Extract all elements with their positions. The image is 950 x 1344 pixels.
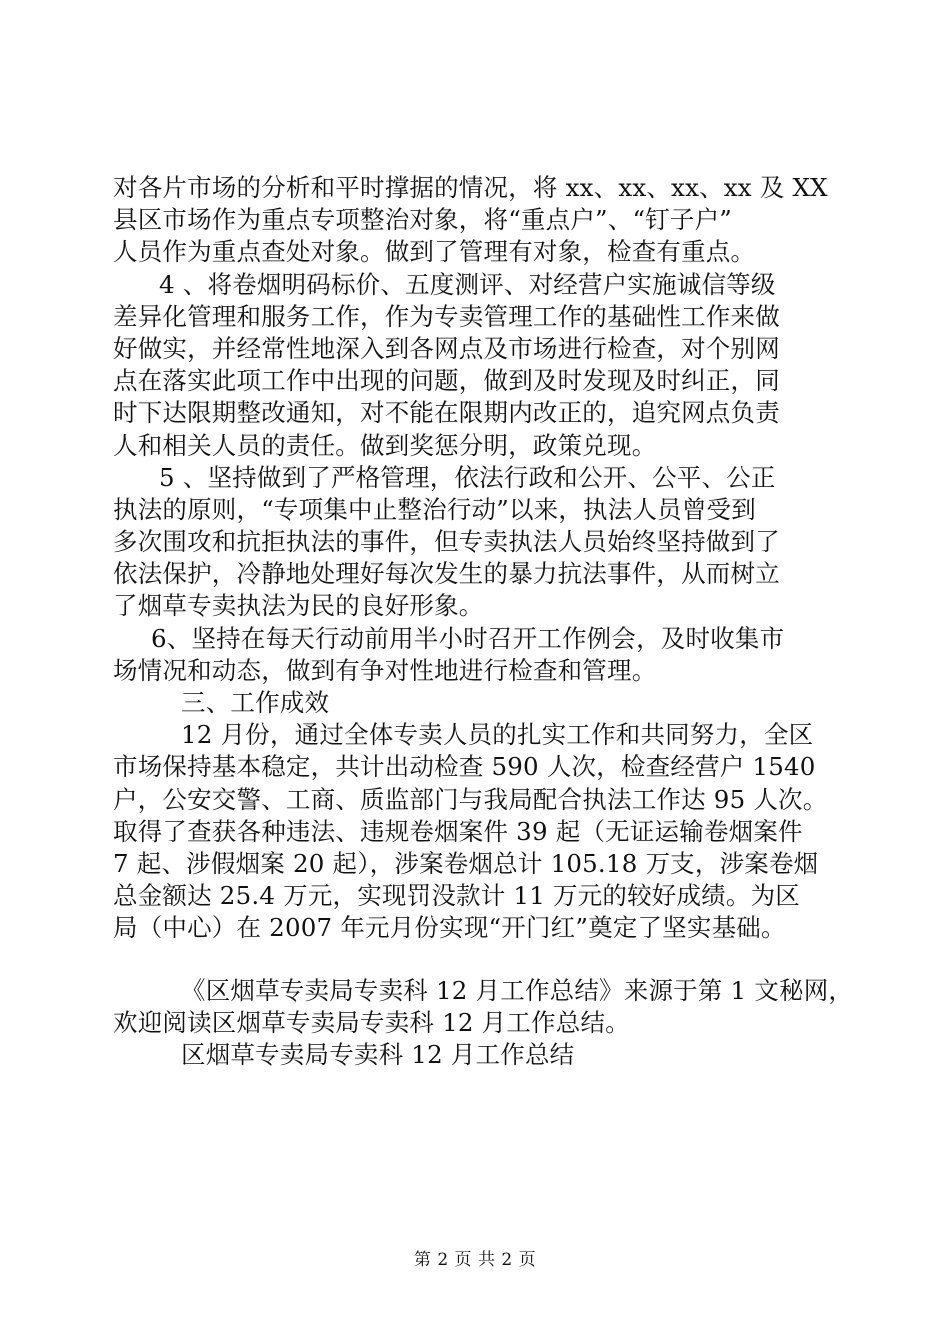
text-line: 差异化管理和服务工作，作为专卖管理工作的基础性工作来做	[113, 301, 780, 331]
closing-title: 区烟草专卖局专卖科 12 月工作总结	[181, 1039, 575, 1069]
text-line: 对各片市场的分析和平时撑据的情况，将 xx、xx、xx、xx 及 XX	[113, 173, 828, 202]
closing-line: 欢迎阅读区烟草专卖局专卖科 12 月工作总结。	[113, 1007, 630, 1037]
text-line: 时下达限期整改通知，对不能在限期内改正的，追究网点负责	[113, 398, 780, 428]
page-number-footer: 第 2 页 共 2 页	[413, 1250, 537, 1270]
text-line: 4 、将卷烟明码标价、五度测评、对经营户实施诚信等级	[159, 269, 776, 299]
text-line: 7 起、涉假烟案 20 起），涉案卷烟总计 105.18 万支，涉案卷烟	[113, 848, 819, 878]
text-line: 12 月份，通过全体专卖人员的扎实工作和共同努力，全区	[181, 720, 814, 750]
paragraph-gap	[113, 945, 843, 975]
text-line: 了烟草专卖执法为民的良好形象。	[113, 591, 484, 621]
text-line: 取得了查获各种违法、违规卷烟案件 39 起（无证运输卷烟案件	[113, 816, 803, 846]
text-line: 场情况和动态，做到有争对性地进行检查和管理。	[113, 655, 657, 685]
text-line: 6、坚持在每天行动前用半小时召开工作例会，及时收集市	[151, 623, 785, 653]
text-line: 局（中心）在 2007 年元月份实现“开门红”奠定了坚实基础。	[113, 913, 786, 943]
text-line: 总金额达 25.4 万元，实现罚没款计 11 万元的较好成绩。为区	[113, 881, 800, 911]
closing-line: 《区烟草专卖局专卖科 12 月工作总结》来源于第 1 文秘网，	[181, 975, 854, 1005]
text-line: 人员作为重点查处对象。做到了管理有对象，检查有重点。	[113, 237, 756, 267]
text-line: 点在落实此项工作中出现的问题，做到及时发现及时纠正，同	[113, 366, 780, 396]
text-line: 好做实，并经常性地深入到各网点及市场进行检查，对个别网	[113, 333, 780, 363]
text-line: 人和相关人员的责任。做到奖惩分明，政策兑现。	[113, 430, 657, 460]
text-line: 县区市场作为重点专项整治对象，将“重点户”、“钉子户”	[113, 205, 732, 235]
document-body	[113, 172, 854, 1071]
section-heading: 三、工作成效	[181, 688, 330, 717]
text-line: 市场保持基本稳定，共计出动检查 590 人次，检查经营户 1540	[113, 752, 816, 782]
text-line: 5 、坚持做到了严格管理，依法行政和公开、公平、公正	[159, 462, 776, 492]
text-line: 多次围攻和抗拒执法的事件，但专卖执法人员始终坚持做到了	[113, 527, 780, 557]
text-line: 依法保护，冷静地处理好每次发生的暴力抗法事件，从而树立	[113, 559, 780, 589]
text-line: 执法的原则，“专项集中止整治行动”以来，执法人员曾受到	[113, 494, 756, 524]
text-line: 户，公安交警、工商、质监部门与我局配合执法工作达 95 人次。	[113, 784, 828, 814]
